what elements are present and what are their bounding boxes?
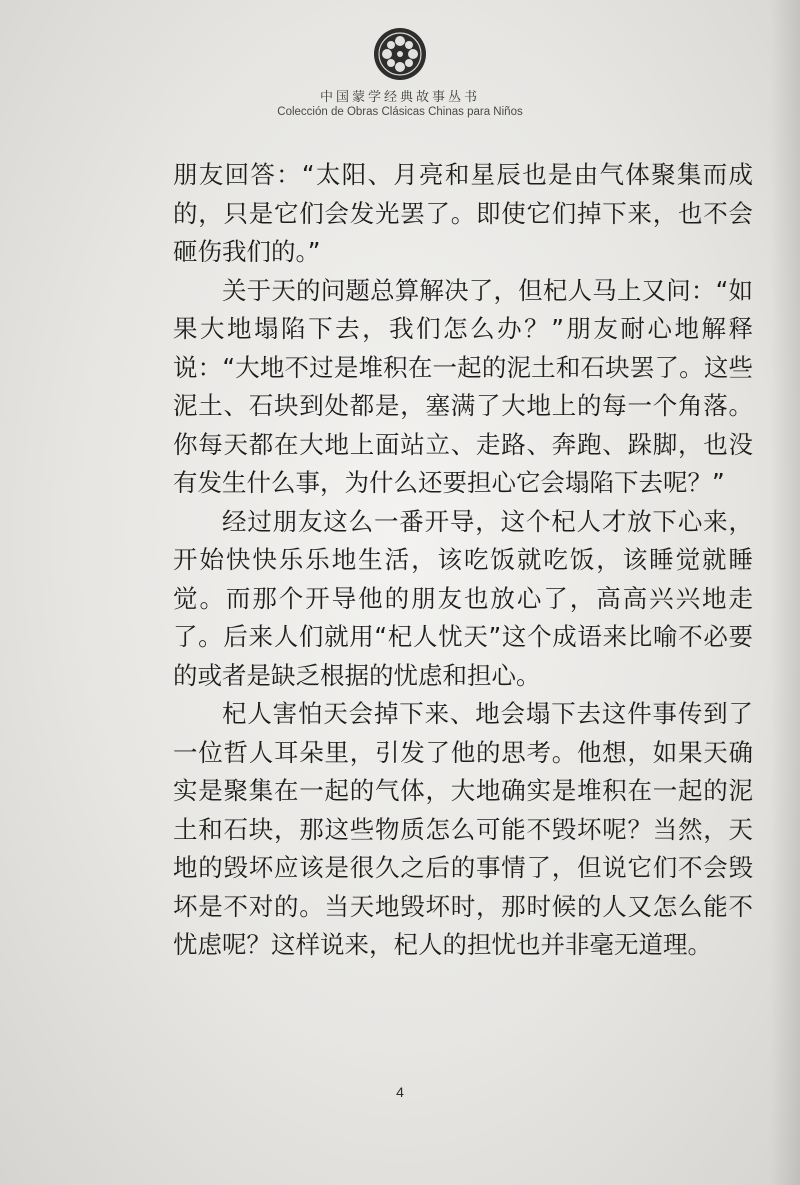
flower-seal-icon — [372, 26, 428, 82]
page-number: 4 — [396, 1084, 404, 1100]
series-title-zh: 中国蒙学经典故事丛书 — [319, 90, 480, 105]
story-text — [173, 156, 753, 965]
paragraph: 朋友回答：“太阳、月亮和星辰也是由气体聚集而成的，只是它们会发光罢了。即使它们掉下来，也不会砸伤我们的。” — [173, 160, 753, 266]
series-title-es: Colección de Obras Clásicas Chinas para Niños — [277, 106, 523, 118]
paragraph: 关于天的问题总算解决了，但杞人马上又问：“如果大地塌陷下去，我们怎么办？”朋友耐心地解释说：“大地不过是堆积在一起的泥土和石块罢了。这些泥土、石块到处都是，塞满了大地上的每一个角落。你每天都在大地上面站立、走路、奔跑、跺脚，也没有发生什么事，为什么还要担心它会塌陷下去呢？” — [173, 275, 753, 497]
page-edge-shadow — [770, 0, 800, 1185]
paragraph: 杞人害怕天会掉下来、地会塌下去这件事传到了一位哲人耳朵里，引发了他的思考。他想，如果天确实是聚集在一起的气体，大地确实是堆积在一起的泥土和石块，那这些物质怎么可能不毁坏呢？当然，天地的毁坏应该是很久之后的事情了，但说它们不会毁坏是不对的。当天地毁坏时，那时候的人又怎么能不忧虑呢？这样说来，杞人的担忧也并非毫无道理。 — [173, 699, 753, 959]
paragraph: 经过朋友这么一番开导，这个杞人才放下心来，开始快快乐乐地生活，该吃饭就吃饭，该睡觉就睡觉。而那个开导他的朋友也放心了，高高兴兴地走了。后来人们就用“杞人忧天”这个成语来比喻不必要的或者是缺乏根据的忧虑和担心。 — [173, 506, 753, 690]
page-header — [0, 0, 800, 130]
